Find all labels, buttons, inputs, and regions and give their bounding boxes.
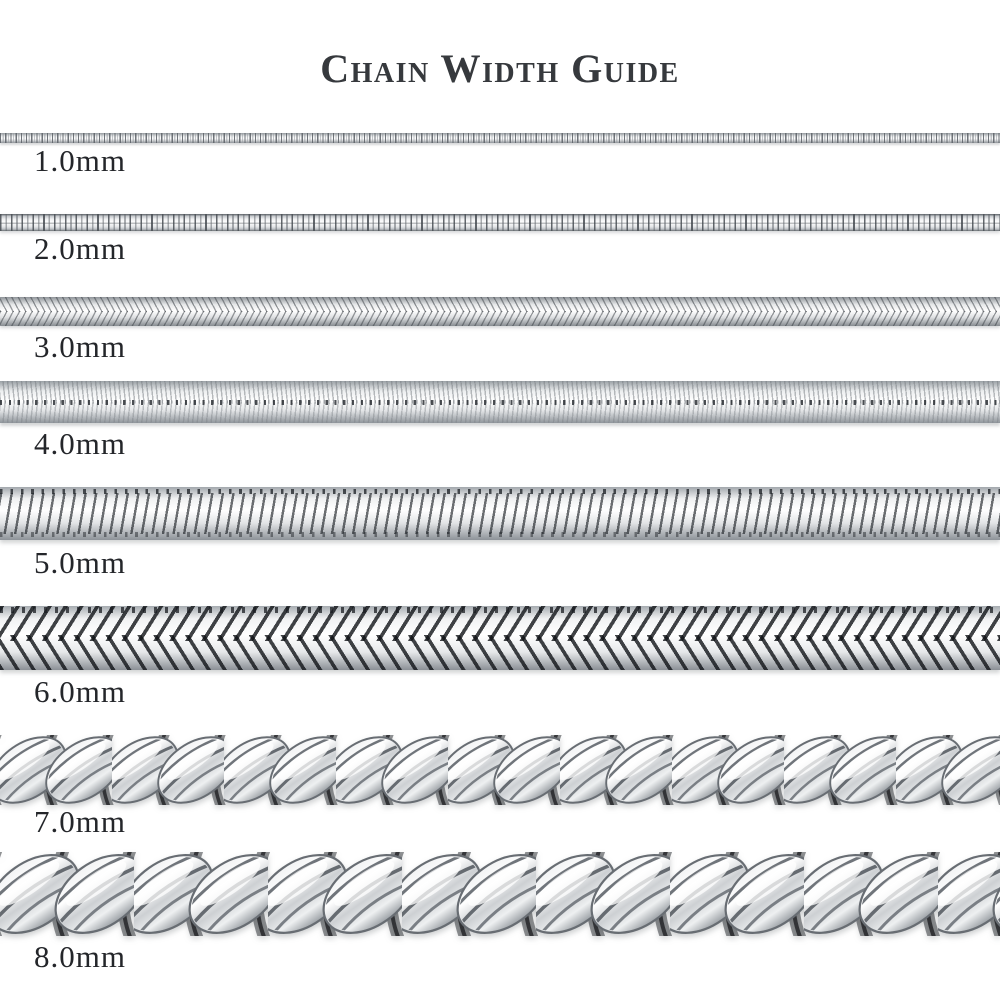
box-chain-image-2mm [0,214,1000,231]
snake-chain-image-4mm [0,381,1000,423]
chain-size-label-3mm: 3.0mm [34,329,126,364]
box-chain-image-1mm [0,133,1000,143]
snake-chain-image-5mm [0,487,1000,540]
chain-size-label-6mm: 6.0mm [34,674,126,709]
snake-chain-image-6mm [0,606,1000,670]
rope-chain-7mm-graphic [0,735,1000,805]
chain-size-label-7mm: 7.0mm [34,804,126,839]
chain-size-label-5mm: 5.0mm [34,545,126,580]
rope-chain-image-7mm [0,735,1000,805]
rope-chain-8mm-graphic [0,852,1000,936]
page-title: Chain Width Guide [320,45,680,91]
chain-size-label-2mm: 2.0mm [34,231,126,266]
chain-size-label-1mm: 1.0mm [34,143,126,178]
snake-chain-image-3mm [0,297,1000,326]
chain-size-label-8mm: 8.0mm [34,939,126,974]
chain-size-label-4mm: 4.0mm [34,426,126,461]
rope-chain-image-8mm [0,852,1000,936]
